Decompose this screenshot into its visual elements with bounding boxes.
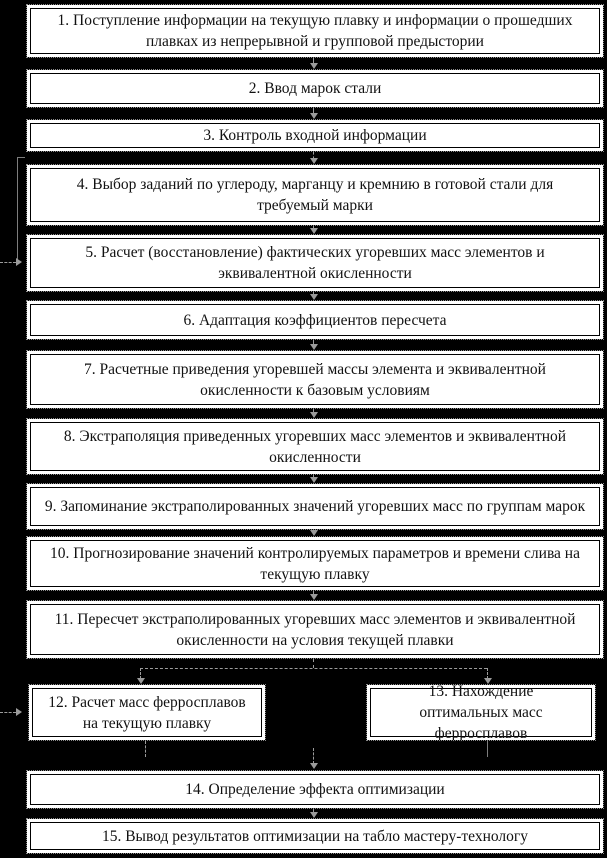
connector-merge-14	[313, 748, 314, 764]
feedback-arrow-into-5	[0, 262, 16, 263]
flow-box-1	[30, 8, 600, 54]
arrowhead-10-11-icon	[310, 594, 318, 600]
flow-box-13	[370, 683, 592, 742]
flow-box-13-label: 13. Нахождение оптимальных масс ферросплавов	[419, 683, 543, 742]
flow-box-4-label: 4. Выбор заданий по углероду, марганцу и кремнию в готовой стали для требуемый марки	[76, 176, 554, 214]
flow-box-9	[30, 487, 600, 526]
split-bar-11	[140, 668, 487, 669]
feedback-arrow-into-12	[0, 712, 16, 713]
flow-box-14	[30, 774, 600, 805]
flow-box-11-label: 11. Пересчет экстраполированных угоревших масс элементов и эквивалентной окисленности на условия текущей плавки	[54, 610, 576, 649]
connector-13-14	[487, 741, 488, 757]
flow-box-15-label: 15. Вывод результатов оптимизации на табло мастеру-технологу	[101, 827, 529, 845]
flow-box-2	[30, 73, 600, 104]
arrowhead-split-12-icon	[137, 678, 145, 684]
flow-box-7	[30, 354, 600, 405]
flow-box-8	[30, 422, 600, 471]
arrowhead-merge-14-icon	[310, 763, 318, 769]
feedback-line-top-stub	[17, 157, 25, 158]
flow-box-6	[30, 304, 600, 336]
arrowhead-4-5-icon	[310, 228, 318, 234]
flow-box-10	[30, 540, 600, 587]
flow-box-5	[30, 238, 600, 288]
flow-box-11	[30, 604, 600, 655]
flow-box-9-label: 9. Запоминание экстраполированных значений угоревших масс по группам марок	[44, 498, 586, 515]
flow-box-4	[30, 168, 600, 222]
flow-box-7-label: 7. Расчетные приведения угоревшей массы элемента и эквивалентной окисленности к базовым условиям	[84, 360, 546, 399]
feedback-arrowhead-5-icon	[16, 258, 22, 266]
flow-box-6-label: 6. Адаптация коэффициентов пересчета	[183, 311, 447, 329]
flow-box-3	[30, 123, 600, 148]
flow-box-12-label: 12. Расчет масс ферросплавов на текущую плавку	[48, 693, 246, 732]
arrowhead-7-8-icon	[310, 412, 318, 418]
feedback-arrowhead-12-icon	[16, 708, 22, 716]
arrowhead-14-15-icon	[310, 812, 318, 818]
arrowhead-2-3-icon	[310, 113, 318, 119]
connector-11-split	[313, 659, 314, 668]
arrowhead-3-4-icon	[310, 158, 318, 164]
flow-box-5-label: 5. Расчет (восстановление) фактических угоревших масс элементов и эквивалентной окисленности	[85, 244, 545, 282]
feedback-line-vertical	[17, 157, 18, 262]
flow-box-12	[32, 688, 262, 737]
flow-box-3-label: 3. Контроль входной информации	[203, 127, 427, 144]
arrowhead-6-7-icon	[310, 344, 318, 350]
flow-box-10-label: 10. Прогнозирование значений контролируемых параметров и времени слива на текущую плавку	[50, 544, 580, 583]
flow-box-1-label: 1. Поступление информации на текущую плавку и информации о прошедших плавках из непрерывной и групповой предыстории	[57, 12, 573, 50]
arrowhead-9-10-icon	[310, 530, 318, 536]
arrowhead-5-6-icon	[310, 294, 318, 300]
arrowhead-split-13-icon	[484, 678, 492, 684]
arrowhead-8-9-icon	[310, 477, 318, 483]
flow-box-14-label: 14. Определение эффекта оптимизации	[185, 781, 445, 798]
flow-box-15	[30, 822, 600, 850]
arrowhead-1-2-icon	[310, 63, 318, 69]
connector-12-14	[145, 741, 146, 757]
flow-box-2-label: 2. Ввод марок стали	[248, 80, 382, 97]
flow-box-8-label: 8. Экстраполяция приведенных угоревших масс элементов и эквивалентной окисленности	[63, 427, 567, 466]
